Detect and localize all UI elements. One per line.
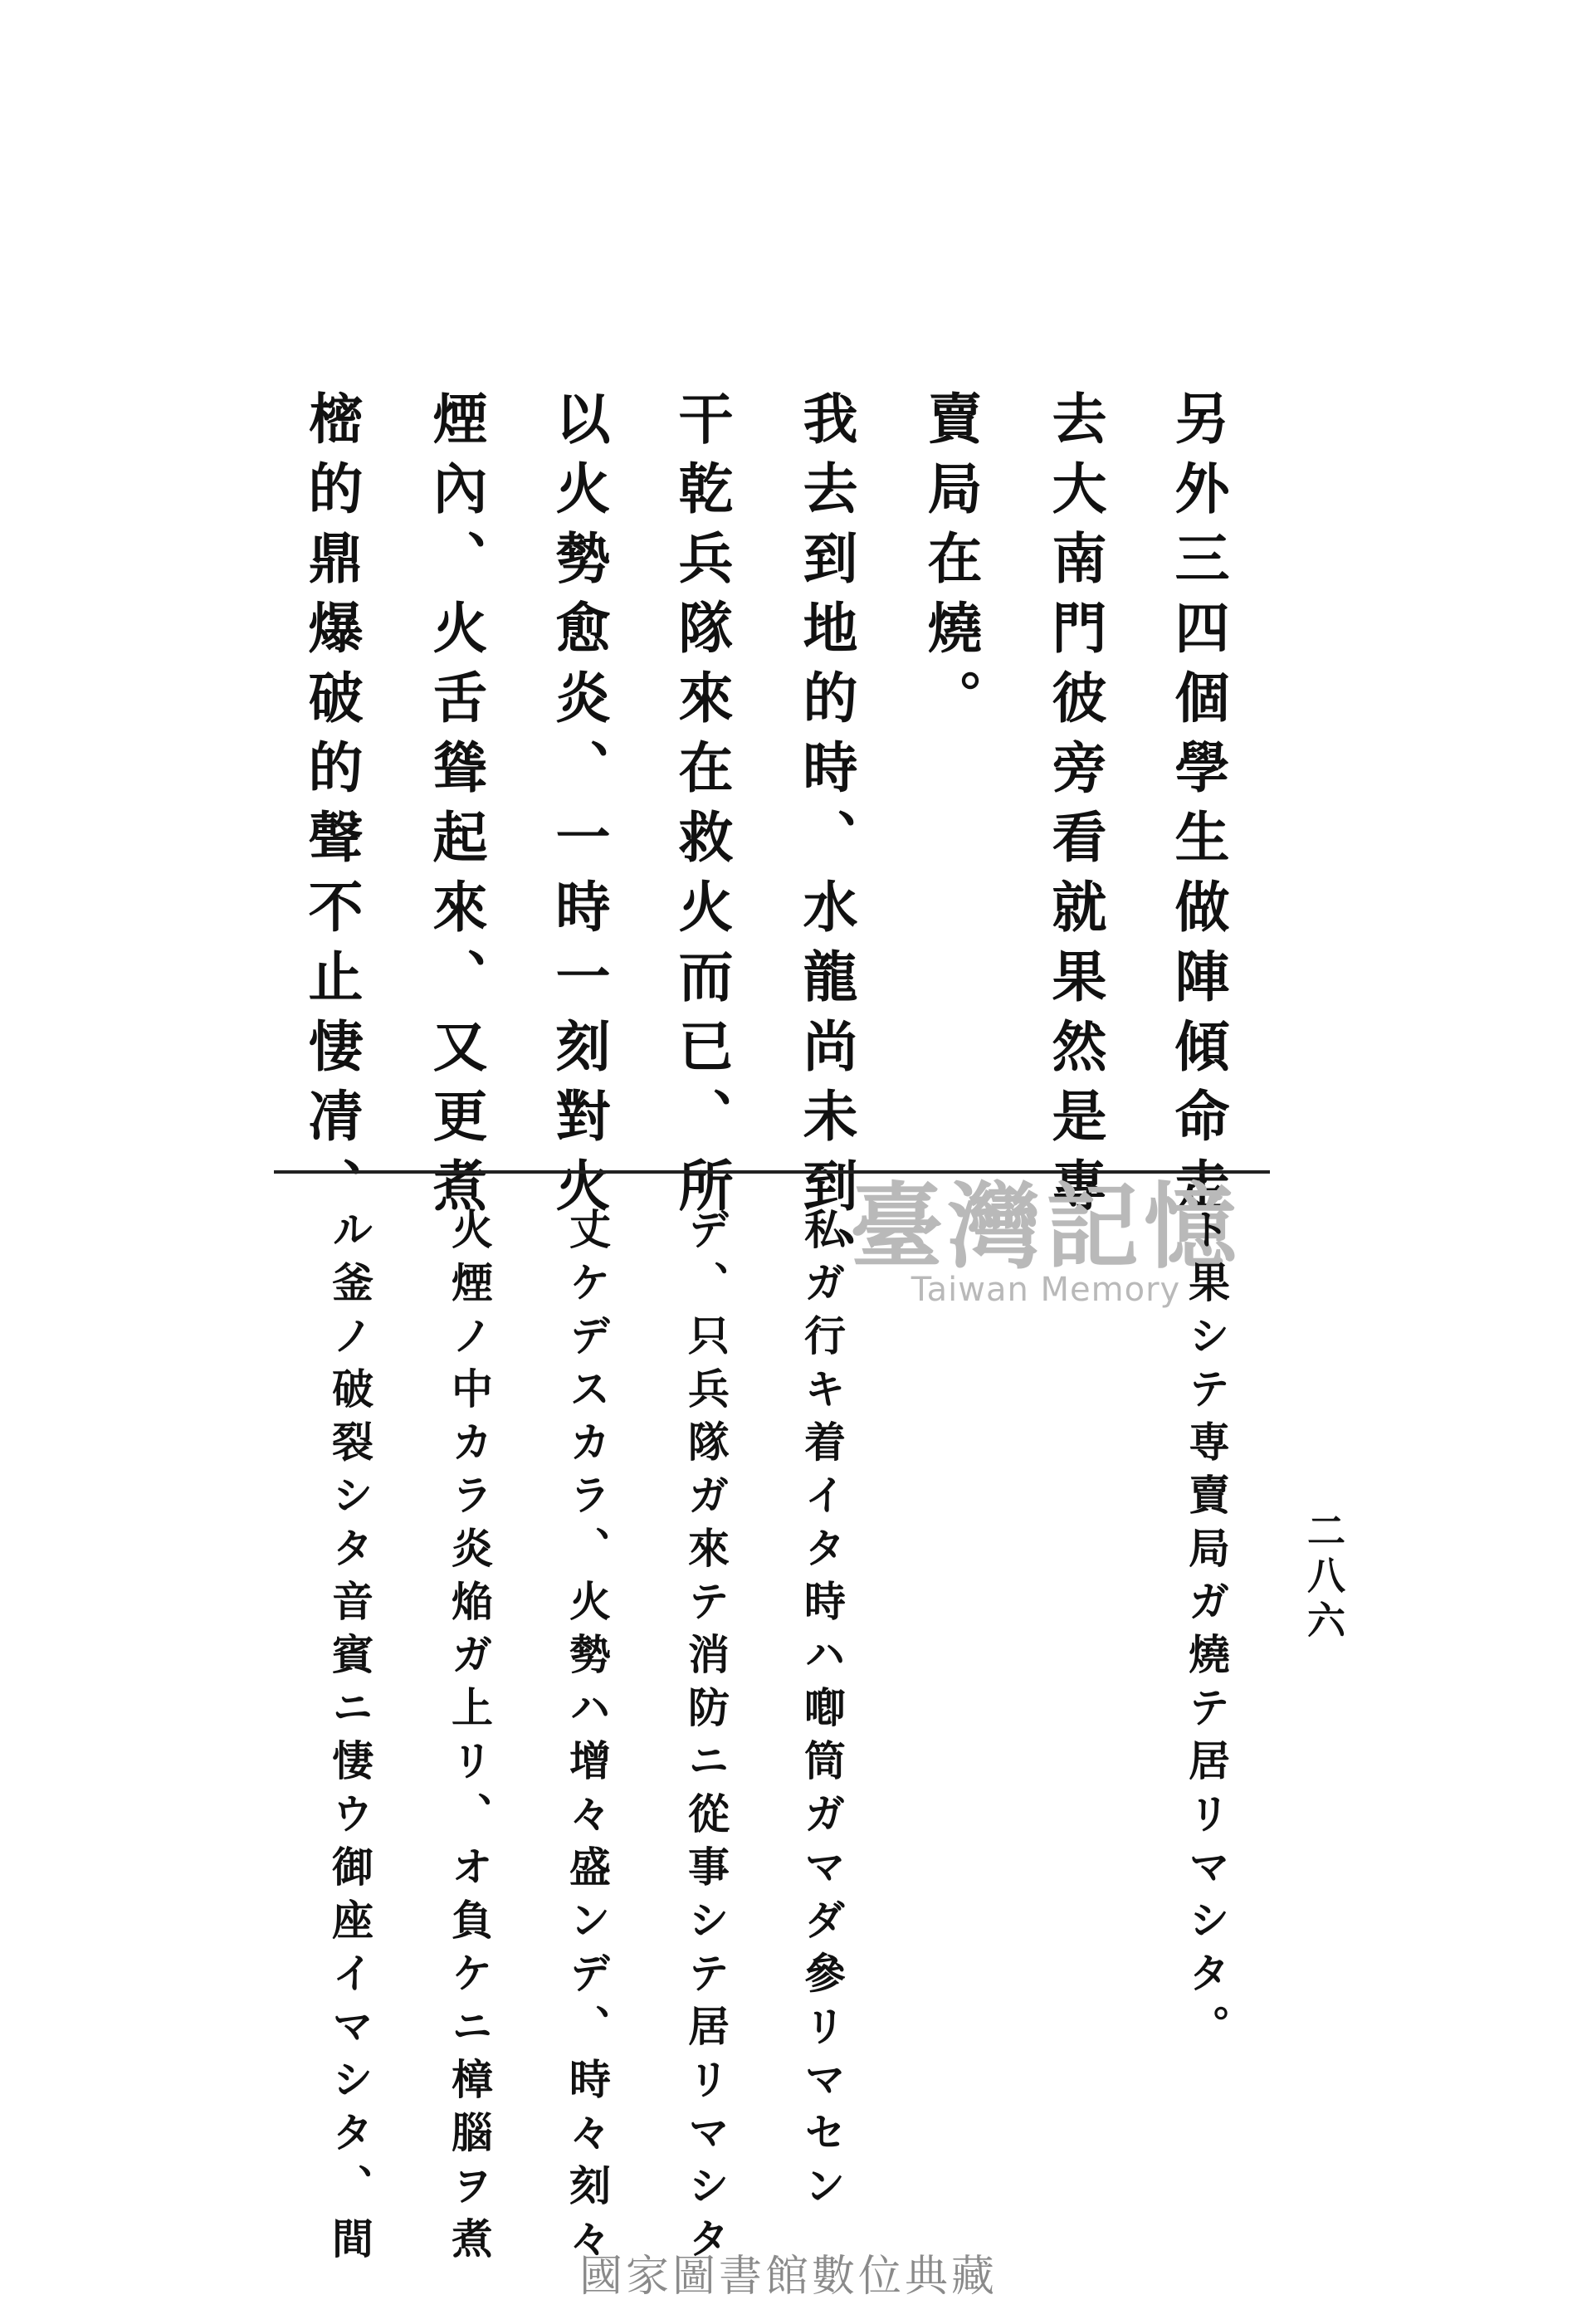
japanese-column-5: 火煙ノ中カラ炎焔ガ上リ、オ負ケニ樟腦ヲ煮: [445, 1208, 494, 2270]
japanese-column-4: 丈ケデスカラ、火勢ハ增々盛ンデ、時々刻々: [563, 1208, 612, 2270]
chinese-column-8: 樒的鼎爆破的聲不止悽凊、: [299, 390, 364, 1227]
chinese-column-2: 去大南門彼旁看就果然是專: [1042, 390, 1107, 1227]
japanese-column-1: ト果シテ専賣局ガ燒テ居リマシタ。: [1182, 1208, 1231, 2058]
chinese-column-4: 我去到地的時、水龍尚未到、: [793, 390, 858, 1296]
chinese-column-3: 賣局在燒。: [918, 390, 983, 739]
page-number: 二八六: [1301, 1511, 1346, 1645]
chinese-column-1: 另外三四個學生做陣傾命走: [1165, 390, 1230, 1227]
japanese-column-2: 私ガ行キ着イタ時ハ喞筒ガマダ參リマセン: [798, 1208, 847, 2217]
watermark-subtitle: Taiwan Memory: [911, 1270, 1181, 1309]
japanese-column-6: ル釜ノ破裂シタ音賓ニ悽ウ御座イマシタ、間: [325, 1208, 374, 2270]
chinese-column-6: 以火勢愈炎、一時一刻對火: [546, 390, 611, 1227]
section-divider: [274, 1170, 1270, 1174]
chinese-column-5: 干乾兵隊來在救火而已、所: [669, 390, 734, 1227]
watermark-title: 臺灣記憶: [850, 1173, 1242, 1282]
japanese-column-3: デ、只兵隊ガ來テ消防ニ從事シテ居リマシタ: [681, 1208, 730, 2270]
footer-collection-label: 國家圖書館數位典藏: [579, 2252, 998, 2302]
chinese-column-7: 煙內、火舌聳起來、又更煮: [423, 390, 488, 1227]
